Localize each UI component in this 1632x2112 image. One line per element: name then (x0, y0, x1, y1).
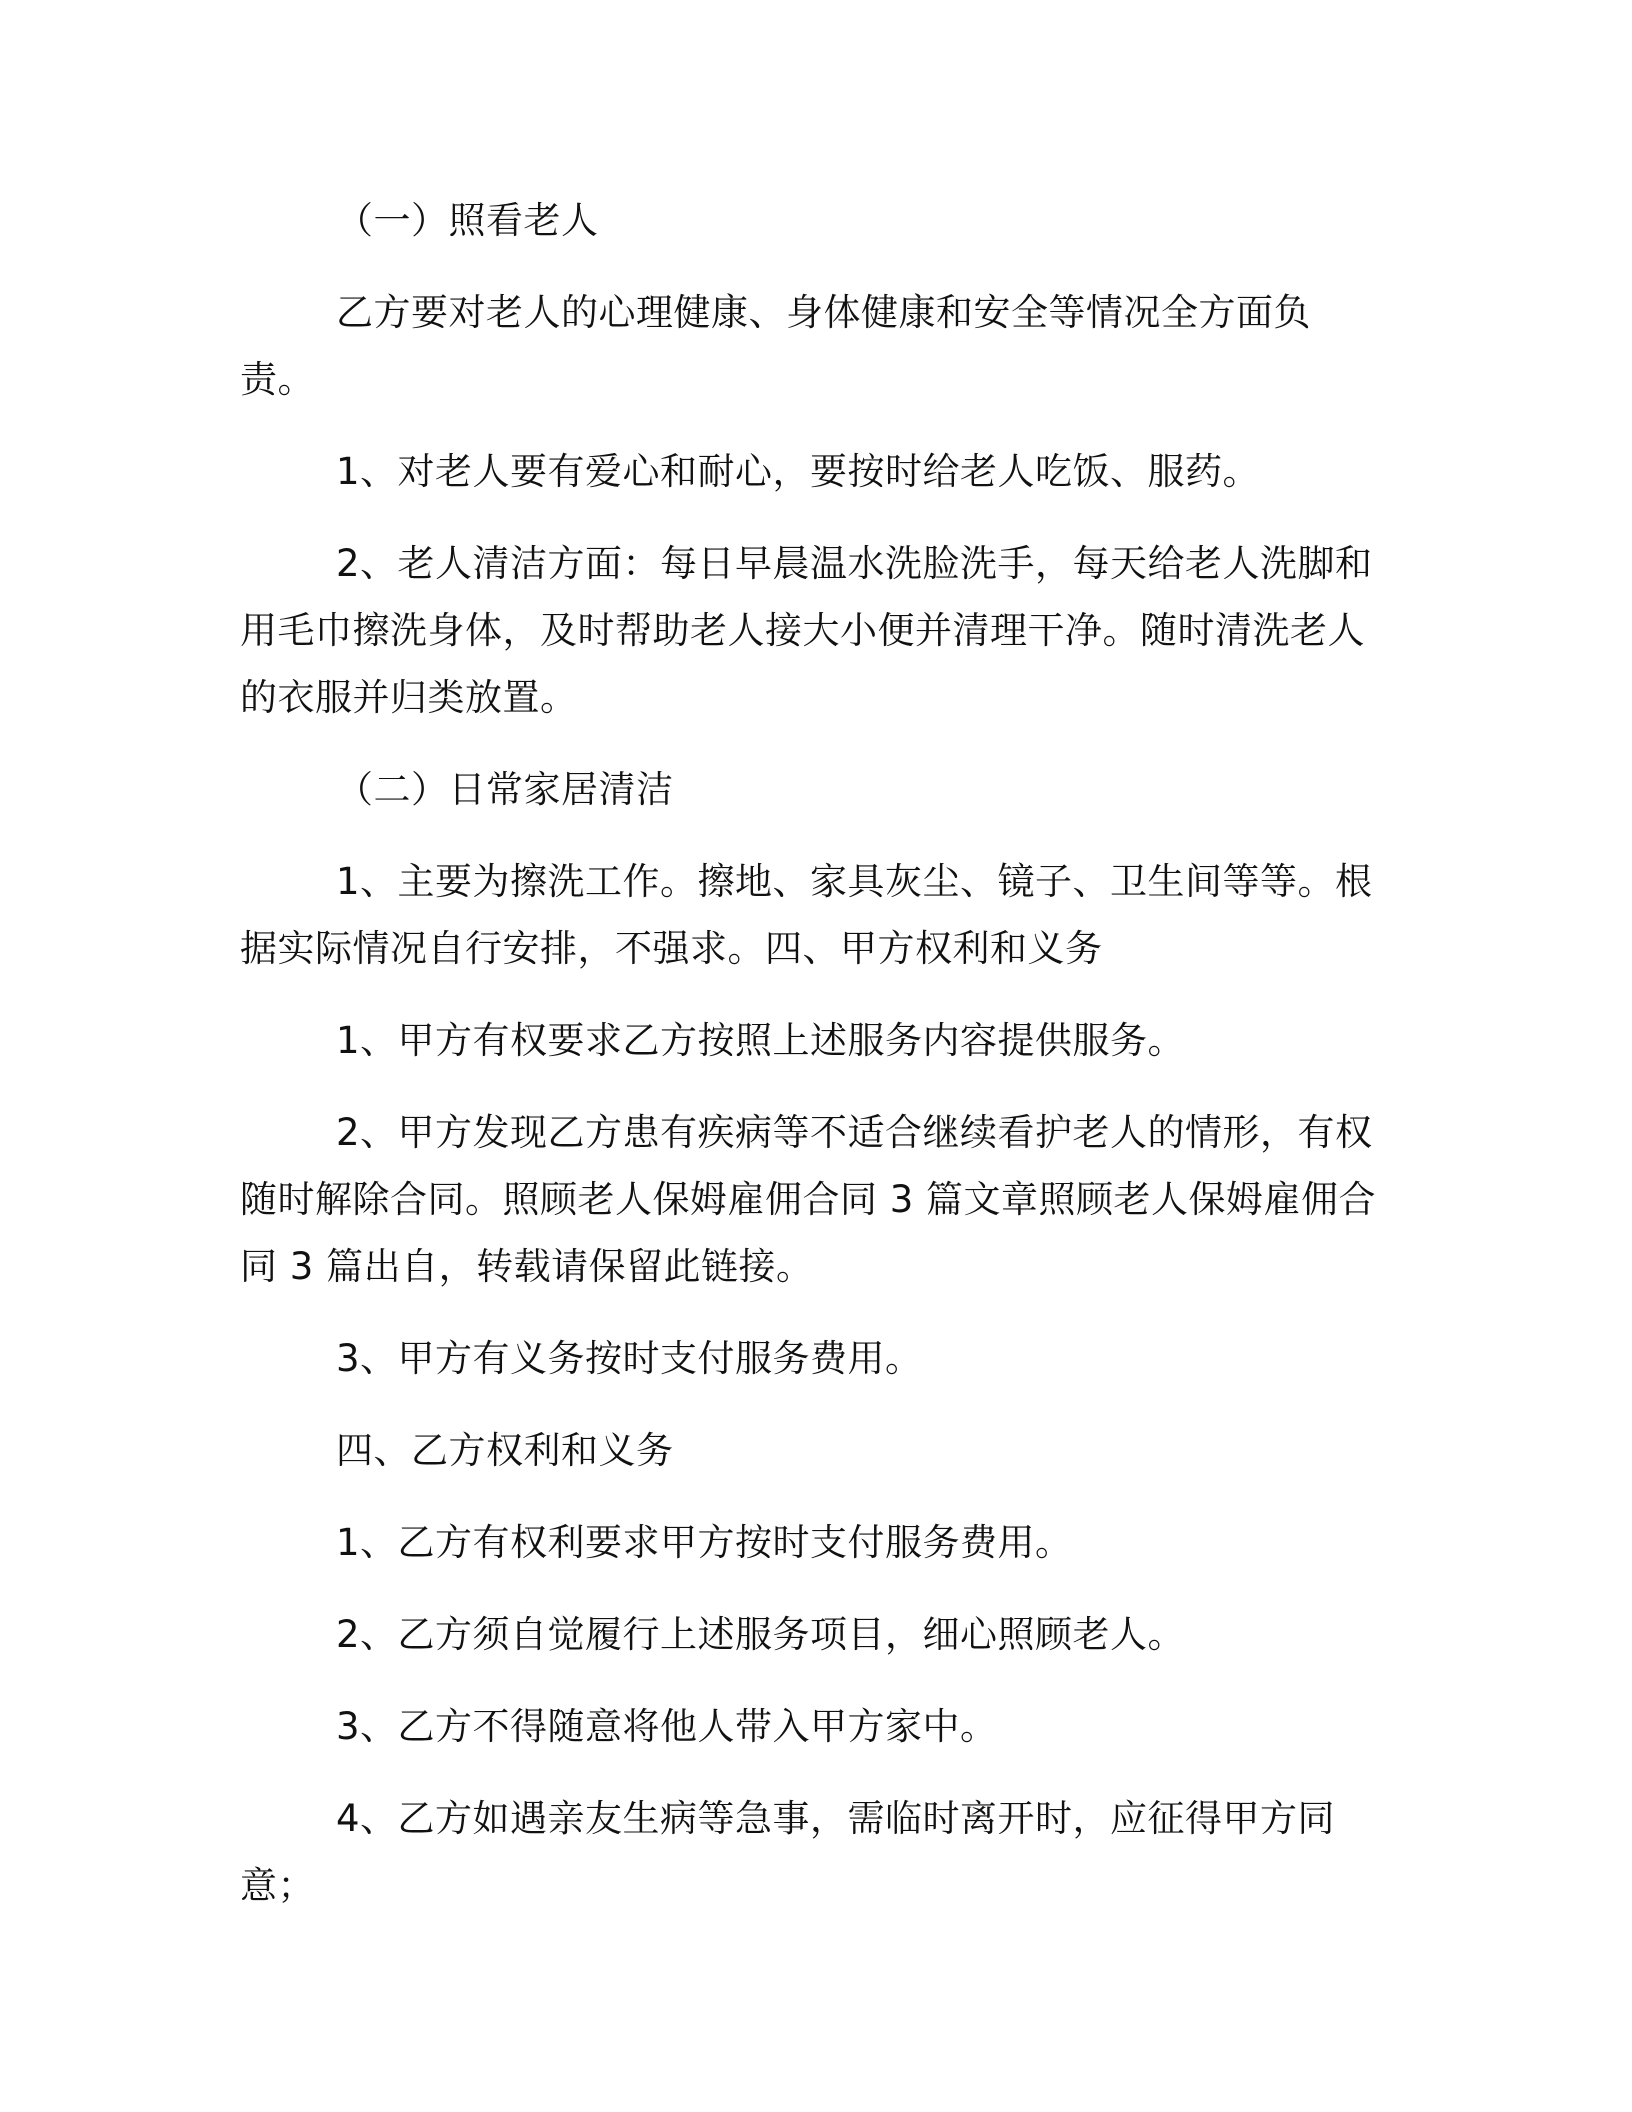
list-item: 1、甲方有权要求乙方按照上述服务内容提供服务。 (336, 1019, 1186, 1062)
list-item: 2、甲方发现乙方患有疾病等不适合继续看护老人的情形，有权随时解除合同。照顾老人保姆雇佣合同 3 篇文章照顾老人保姆雇佣合同 3 篇出自，转载请保留此链接。 (240, 1111, 1377, 1288)
list-item: 4、乙方如遇亲友生病等急事，需临时离开时，应征得甲方同意； (240, 1797, 1336, 1907)
section-heading-home-cleaning: （二）日常家居清洁 (336, 768, 674, 811)
list-item: 2、老人清洁方面：每日早晨温水洗脸洗手，每天给老人洗脚和用毛巾擦洗身体，及时帮助老人接大小便并清理干净。随时清洗老人的衣服并归类放置。 (240, 542, 1373, 719)
list-item: 1、对老人要有爱心和耐心，要按时给老人吃饭、服药。 (336, 450, 1261, 493)
paragraph: 乙方要对老人的心理健康、身体健康和安全等情况全方面负责。 (240, 291, 1311, 401)
list-item: 1、乙方有权利要求甲方按时支付服务费用。 (336, 1521, 1073, 1564)
document-body (240, 187, 1380, 1944)
list-item: 3、乙方不得随意将他人带入甲方家中。 (336, 1705, 998, 1748)
section-heading-care-elderly: （一）照看老人 (336, 199, 599, 242)
list-item: 1、主要为擦洗工作。擦地、家具灰尘、镜子、卫生间等等。根据实际情况自行安排，不强求。四、甲方权利和义务 (240, 860, 1373, 970)
list-item: 2、乙方须自觉履行上述服务项目，细心照顾老人。 (336, 1613, 1186, 1656)
list-item: 3、甲方有义务按时支付服务费用。 (336, 1337, 923, 1380)
section-heading-party-b-rights: 四、乙方权利和义务 (336, 1429, 674, 1472)
